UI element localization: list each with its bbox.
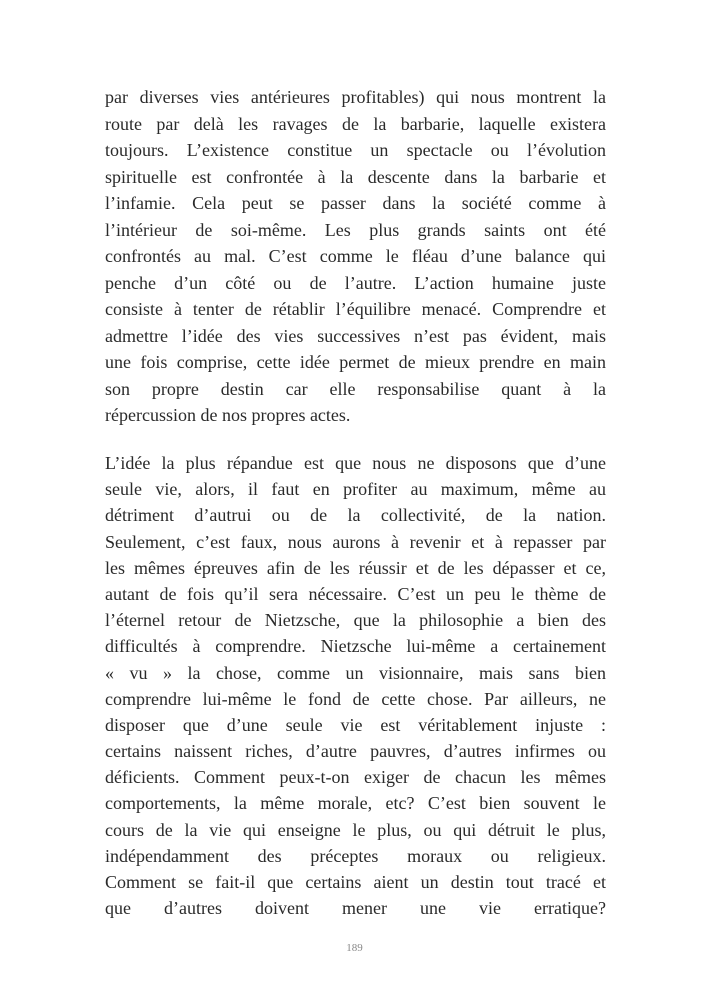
text-line: que d’autres doivent mener une vie erratique? — [105, 898, 606, 919]
text-line: répercussion de nos propres actes. — [105, 405, 351, 425]
text-line: par diverses vies antérieures profitables) qui nous montrent la — [105, 87, 606, 107]
text-line: disposer que d’une seule vie est véritablement injuste : — [105, 714, 606, 735]
paragraph-2 — [105, 450, 606, 921]
text-line: indépendamment des préceptes moraux ou religieux. — [105, 845, 606, 866]
text-line: Seulement, c’est faux, nous aurons à revenir et à repasser par — [105, 531, 606, 552]
text-line: autant de fois qu’il sera nécessaire. C’est un peu le thème de — [105, 583, 606, 604]
text-line: penche d’un côté ou de l’autre. L’action humaine juste — [105, 272, 606, 293]
text-line: cours de la vie qui enseigne le plus, ou qui détruit le plus, — [105, 819, 606, 840]
text-line: consiste à tenter de rétablir l’équilibre menacé. Comprendre et — [105, 299, 606, 319]
text-line: Comment se fait-il que certains aient un destin tout tracé et — [105, 872, 606, 892]
text-line: L’idée la plus répandue est que nous ne disposons que d’une — [105, 453, 606, 473]
text-line: une fois comprise, cette idée permet de mieux prendre en main — [105, 352, 606, 372]
text-line: les mêmes épreuves afin de les réussir et de les dépasser et ce, — [105, 557, 606, 578]
text-line: son propre destin car elle responsabilise quant à la — [105, 378, 606, 399]
text-line: l’éternel retour de Nietzsche, que la philosophie a bien des — [105, 610, 606, 631]
text-line: toujours. L’existence constitue un spectacle ou l’évolution — [105, 140, 606, 160]
text-line: déficients. Comment peux-t-on exiger de chacun les mêmes — [105, 767, 606, 788]
text-line: difficultés à comprendre. Nietzsche lui-même a certainement — [105, 636, 606, 657]
text-line: comportements, la même morale, etc? C’est bien souvent le — [105, 793, 606, 814]
text-line: comprendre lui-même le fond de cette chose. Par ailleurs, ne — [105, 688, 606, 709]
page-number: 189 — [346, 942, 363, 954]
text-line: l’intérieur de soi-même. Les plus grands saints ont été — [105, 219, 606, 240]
text-line: confrontés au mal. C’est comme le fléau d’une balance qui — [105, 246, 606, 266]
text-line: seule vie, alors, il faut en profiter au maximum, même au — [105, 479, 606, 500]
text-line: certains naissent riches, d’autre pauvres, d’autres infirmes ou — [105, 741, 606, 762]
text-line: l’infamie. Cela peut se passer dans la société comme à — [105, 193, 606, 213]
paragraph-1 — [105, 84, 606, 429]
text-line: admettre l’idée des vies successives n’est pas évident, mais — [105, 325, 606, 346]
text-line: « vu » la chose, comme un visionnaire, mais sans bien — [105, 662, 606, 683]
text-line: détriment d’autrui ou de la collectivité, de la nation. — [105, 505, 606, 526]
text-line: spirituelle est confrontée à la descente dans la barbarie et — [105, 166, 606, 187]
text-line: route par delà les ravages de la barbarie, laquelle existera — [105, 113, 606, 134]
